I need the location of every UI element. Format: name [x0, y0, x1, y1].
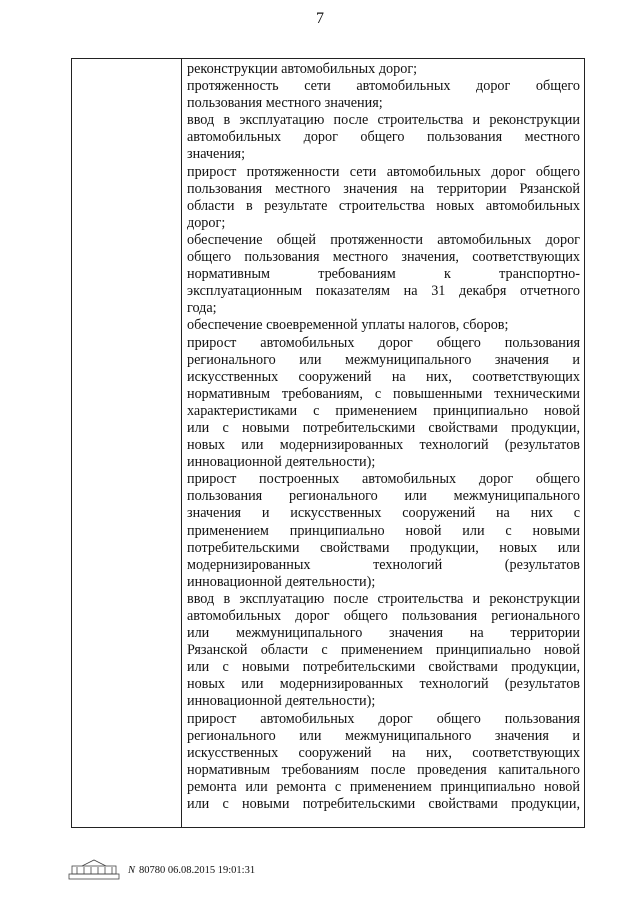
text-line: года;: [187, 300, 217, 317]
text-line: регионального или межмуниципального значения и: [187, 351, 580, 368]
text-line: или межмуниципального значения на территории: [187, 625, 580, 642]
text-line: искусственных сооружений на них, соответствующих: [187, 368, 580, 385]
text-line: модернизированных технологий (результатов: [187, 556, 580, 573]
text-line: прирост построенных автомобильных дорог общего: [187, 471, 580, 488]
text-line: автомобильных дорог общего пользования местного: [187, 129, 580, 146]
text-line: пользования местного значения;: [187, 95, 383, 112]
document-table: [71, 58, 585, 828]
registration-timestamp: 06.08.2015 19:01:31: [167, 864, 256, 876]
text-line: инновационной деятельности);: [187, 573, 376, 590]
text-line: общего пользования местного значения, соответствующих: [187, 249, 580, 266]
text-line: обеспечение своевременной уплаты налогов, сборов;: [187, 317, 509, 334]
registration-footer: [68, 859, 255, 881]
text-line: значения и искусственных сооружений на них с: [187, 505, 580, 522]
page-number: 7: [316, 10, 324, 27]
text-line: нормативным требованиям к транспортно-: [187, 266, 580, 283]
text-line: искусственных сооружений на них, соответствующих: [187, 744, 580, 761]
text-line: или с новыми потребительскими свойствами продукции,: [187, 796, 580, 813]
text-line: новых или модернизированных технологий (результатов: [187, 676, 580, 693]
text-line: или с новыми потребительскими свойствами продукции,: [187, 419, 580, 436]
text-line: эксплуатационным показателям на 31 декабря отчетного: [187, 283, 580, 300]
text-line: реконструкции автомобильных дорог;: [187, 61, 418, 77]
text-line: автомобильных дорог общего пользования регионального: [187, 608, 580, 624]
table-text-column: [182, 59, 584, 827]
document-number-mark: N: [128, 864, 136, 876]
text-line: прирост протяженности сети автомобильных дорог общего: [187, 163, 580, 180]
text-line: нормативным требованиям, с повышенными техническими: [187, 385, 580, 402]
text-line: инновационной деятельности);: [187, 454, 376, 471]
table-left-column: [72, 59, 182, 827]
text-line: ремонта или ремонта с применением принципиально новой: [187, 778, 580, 795]
text-line: регионального или межмуниципального значения и: [187, 727, 580, 744]
building-seal-icon: [68, 859, 120, 881]
document-number: 80780: [139, 864, 166, 876]
text-line: ввод в эксплуатацию после строительства и реконструкции: [187, 112, 580, 129]
text-line: характеристиками с применением принципиально новой: [187, 402, 580, 419]
text-line: инновационной деятельности);: [187, 693, 376, 710]
text-line: протяженность сети автомобильных дорог общего: [187, 78, 580, 95]
text-line: нормативным требованиям после проведения капитального: [187, 761, 580, 778]
text-line: Рязанской области с применением принципиально новой: [187, 642, 580, 659]
text-line: пользования местного значения на территории Рязанской: [187, 180, 580, 197]
text-line: применением принципиально новой или с новыми: [187, 522, 580, 539]
text-line: пользования регионального или межмуниципального: [187, 488, 580, 505]
text-line: новых или модернизированных технологий (результатов: [187, 437, 580, 454]
text-line: или с новыми потребительскими свойствами продукции,: [187, 659, 580, 676]
text-line: обеспечение общей протяженности автомобильных дорог: [187, 231, 580, 248]
text-line: ввод в эксплуатацию после строительства и реконструкции: [187, 590, 580, 607]
text-line: прирост автомобильных дорог общего пользования: [187, 334, 580, 351]
text-line: прирост автомобильных дорог общего пользования: [187, 710, 580, 727]
text-line: значения;: [187, 146, 246, 163]
text-line: потребительскими свойствами продукции, новых или: [187, 539, 580, 556]
text-line: дорог;: [187, 214, 226, 231]
text-line: области в результате строительства новых автомобильных: [187, 197, 580, 214]
